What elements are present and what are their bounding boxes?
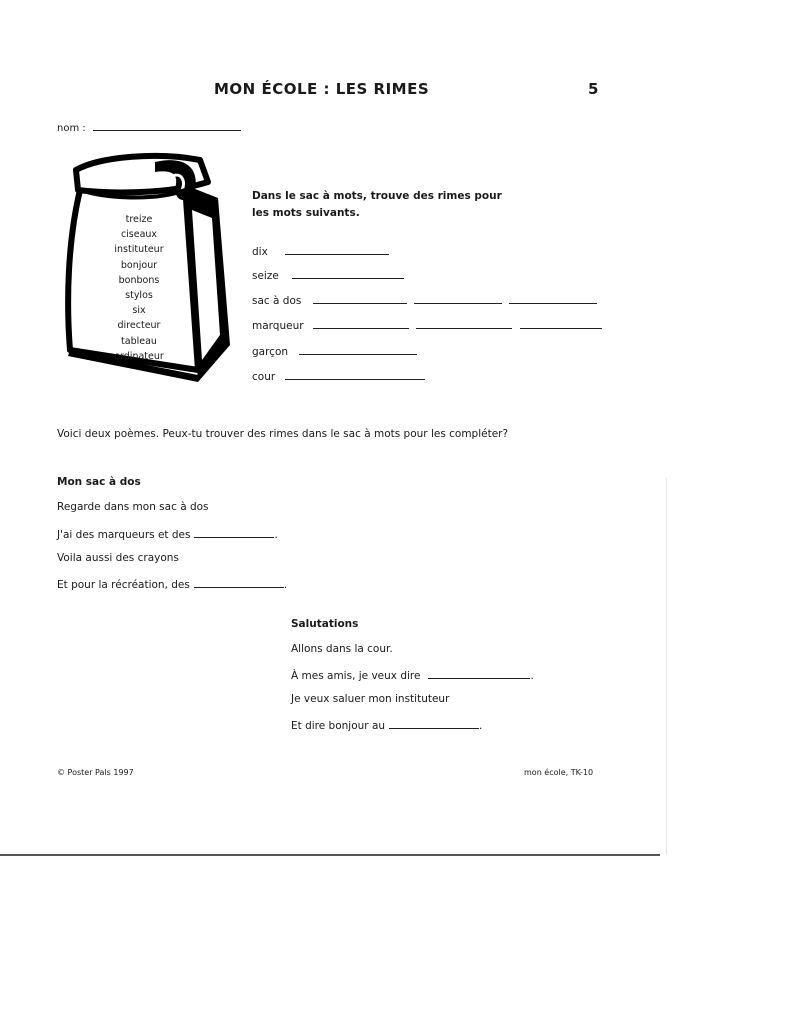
answer-blank[interactable] [520, 318, 602, 329]
bag-word: instituteur [114, 244, 164, 256]
poem2-line: À mes amis, je veux dire . [291, 670, 534, 682]
poem1-line: J'ai des marqueurs et des . [57, 529, 278, 541]
exercise1-instruction-line1: Dans le sac à mots, trouve des rimes pour [252, 190, 502, 202]
bag-word: bonbons [118, 274, 160, 286]
answer-blank[interactable] [428, 668, 530, 679]
name-field[interactable] [57, 120, 241, 134]
answer-blank[interactable] [313, 293, 407, 304]
answer-blank[interactable] [292, 268, 404, 279]
answer-blank[interactable] [389, 718, 479, 729]
answer-blank[interactable] [194, 577, 284, 588]
poem2-title: Salutations [291, 618, 359, 630]
exercise1-instruction-line2: les mots suivants. [252, 207, 360, 219]
name-label: nom : [57, 123, 86, 134]
bag-word: six [132, 305, 146, 317]
answer-blank[interactable] [416, 318, 512, 329]
name-blank[interactable] [93, 120, 241, 131]
rhyme-item-dix: dix [252, 244, 389, 258]
answer-blank[interactable] [414, 293, 502, 304]
poem1-line: Regarde dans mon sac à dos [57, 501, 209, 513]
answer-blank[interactable] [509, 293, 597, 304]
rhyme-item-seize: seize [252, 268, 404, 282]
rhyme-item-cour: cour [252, 369, 425, 383]
poem1-line: Voila aussi des crayons [57, 552, 179, 564]
bag-word: ciseaux [120, 229, 158, 241]
page-title: MON ÉCOLE : LES RIMES [214, 80, 430, 98]
page-bottom-divider [0, 854, 660, 856]
bag-word: bonjour [120, 259, 158, 271]
page-edge [666, 478, 667, 854]
answer-blank[interactable] [299, 344, 417, 355]
rhyme-item-garcon: garçon [252, 344, 417, 358]
answer-blank[interactable] [285, 369, 425, 380]
poems-intro: Voici deux poèmes. Peux-tu trouver des rimes dans le sac à mots pour les compléter? [57, 428, 509, 440]
answer-blank[interactable] [285, 244, 389, 255]
bag-word: directeur [117, 320, 161, 332]
answer-blank[interactable] [313, 318, 409, 329]
bag-word-list [100, 212, 178, 364]
bag-word: tableau [121, 335, 157, 347]
poem2-line: Et dire bonjour au . [291, 720, 483, 732]
poem1-title: Mon sac à dos [57, 476, 141, 488]
footer-reference: mon école, TK-10 [524, 768, 594, 777]
rhyme-item-marqueur: marqueur [252, 318, 602, 332]
rhyme-item-sac-a-dos: sac à dos [252, 293, 597, 307]
poem2-line: Je veux saluer mon instituteur [291, 693, 450, 705]
page-number: 5 [588, 80, 599, 98]
answer-blank[interactable] [194, 527, 274, 538]
bag-word: stylos [125, 290, 153, 302]
bag-word: treize [125, 214, 153, 225]
poem2-line: Allons dans la cour. [291, 643, 393, 655]
poem1-line: Et pour la récréation, des . [57, 579, 288, 591]
footer-copyright: © Poster Pals 1997 [57, 768, 134, 777]
bag-word: ordinateur [114, 350, 164, 362]
